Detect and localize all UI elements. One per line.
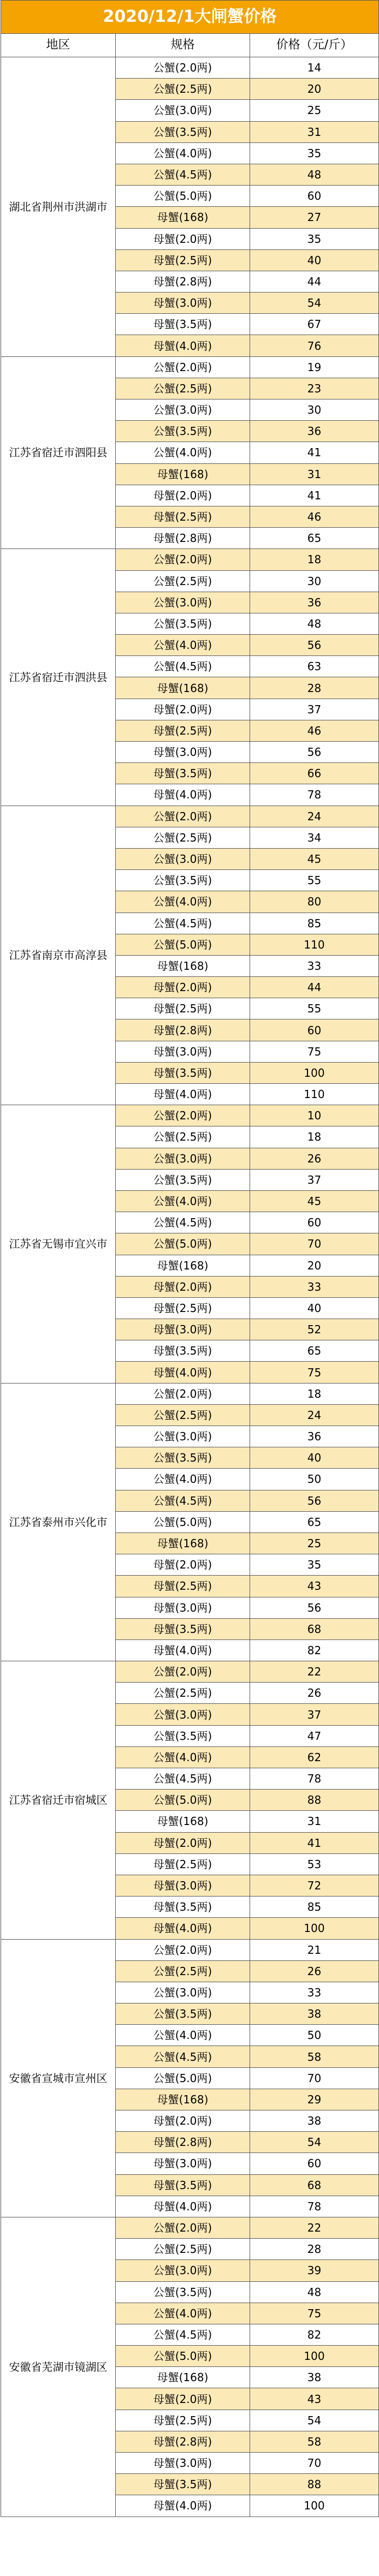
price-cell: 37 [250,1169,379,1190]
price-cell: 58 [250,2046,379,2067]
spec-cell: 公蟹(2.0两) [116,356,250,378]
spec-cell: 母蟹(3.5两) [116,1618,250,1639]
price-cell: 60 [250,1019,379,1041]
price-cell: 65 [250,1511,379,1533]
spec-cell: 母蟹(2.8两) [116,2431,250,2452]
spec-cell: 母蟹(4.0两) [116,1362,250,1383]
spec-cell: 公蟹(3.0两) [116,2260,250,2281]
spec-cell: 母蟹(168) [116,1533,250,1554]
spec-cell: 母蟹(3.0两) [116,742,250,763]
price-cell: 33 [250,1276,379,1297]
price-cell: 40 [250,249,379,271]
price-cell: 66 [250,763,379,784]
spec-cell: 公蟹(2.5两) [116,2239,250,2260]
price-cell: 50 [250,2025,379,2046]
region-cell: 江苏省南京市高淳县 [1,806,116,1105]
table-row [1,1939,379,1960]
spec-cell: 公蟹(2.5两) [116,570,250,592]
price-cell: 82 [250,2324,379,2345]
spec-cell: 公蟹(2.0两) [116,1383,250,1404]
price-cell: 48 [250,613,379,634]
spec-cell: 母蟹(2.5两) [116,1853,250,1875]
spec-cell: 公蟹(2.5两) [116,1126,250,1148]
price-table [1,0,379,2517]
spec-cell: 公蟹(4.0两) [116,635,250,656]
header-price: 价格（元/斤） [250,34,379,57]
price-cell: 30 [250,570,379,592]
price-cell: 78 [250,2196,379,2217]
spec-cell: 母蟹(168) [116,677,250,699]
spec-cell: 母蟹(2.5两) [116,1297,250,1319]
price-cell: 56 [250,635,379,656]
spec-cell: 公蟹(4.5两) [116,656,250,677]
spec-cell: 母蟹(2.0两) [116,2110,250,2132]
spec-cell: 母蟹(3.0两) [116,1041,250,1062]
spec-cell: 公蟹(4.0两) [116,891,250,913]
spec-cell: 母蟹(2.5两) [116,720,250,741]
spec-cell: 公蟹(4.0两) [116,1746,250,1768]
header-spec: 规格 [116,34,250,57]
spec-cell: 公蟹(3.5两) [116,1725,250,1746]
spec-cell: 母蟹(4.0两) [116,1084,250,1105]
spec-cell: 公蟹(3.0两) [116,399,250,421]
price-cell: 36 [250,1426,379,1447]
spec-cell: 公蟹(2.5两) [116,827,250,848]
price-cell: 33 [250,955,379,976]
spec-cell: 公蟹(2.0两) [116,1939,250,1960]
sheet-title: 2020/12/1大闸蟹价格 [1,1,379,34]
spec-cell: 公蟹(3.0两) [116,1148,250,1169]
spec-cell: 母蟹(4.0两) [116,2495,250,2517]
spec-cell: 母蟹(2.0两) [116,977,250,998]
spec-cell: 公蟹(3.5两) [116,121,250,142]
price-cell: 78 [250,784,379,806]
spec-cell: 母蟹(3.5两) [116,763,250,784]
spec-cell: 母蟹(3.5两) [116,2174,250,2196]
price-cell: 46 [250,506,379,527]
price-cell: 110 [250,934,379,955]
spec-cell: 公蟹(4.0两) [116,2025,250,2046]
price-cell: 35 [250,228,379,249]
price-cell: 28 [250,2239,379,2260]
spec-cell: 母蟹(168) [116,1255,250,1276]
spec-cell: 母蟹(168) [116,207,250,228]
price-cell: 39 [250,2260,379,2281]
spec-cell: 公蟹(2.5两) [116,378,250,399]
spec-cell: 母蟹(3.5两) [116,314,250,335]
price-cell: 36 [250,421,379,442]
spec-cell: 公蟹(5.0两) [116,186,250,207]
spec-cell: 公蟹(5.0两) [116,1233,250,1255]
spec-cell: 母蟹(3.0两) [116,2453,250,2474]
price-cell: 75 [250,2303,379,2324]
price-cell: 63 [250,656,379,677]
price-cell: 72 [250,1875,379,1896]
price-cell: 48 [250,164,379,185]
table-row [1,806,379,827]
price-cell: 19 [250,356,379,378]
spec-cell: 公蟹(4.0两) [116,1469,250,1490]
price-cell: 65 [250,528,379,549]
price-cell: 26 [250,1148,379,1169]
price-cell: 31 [250,463,379,485]
spec-cell: 公蟹(2.0两) [116,1661,250,1683]
price-cell: 88 [250,1790,379,1811]
price-cell: 33 [250,1982,379,2003]
spec-cell: 公蟹(2.5两) [116,79,250,100]
price-cell: 88 [250,2474,379,2495]
price-cell: 25 [250,100,379,121]
price-cell: 62 [250,1746,379,1768]
spec-cell: 母蟹(3.0两) [116,293,250,314]
price-cell: 35 [250,142,379,164]
price-cell: 45 [250,848,379,869]
spec-cell: 母蟹(3.5两) [116,2474,250,2495]
spec-cell: 母蟹(4.0两) [116,1639,250,1661]
spec-cell: 母蟹(3.5两) [116,1897,250,1918]
price-cell: 18 [250,549,379,570]
spec-cell: 母蟹(2.0两) [116,228,250,249]
spec-cell: 母蟹(168) [116,955,250,976]
spec-cell: 公蟹(3.0两) [116,592,250,613]
price-cell: 34 [250,827,379,848]
price-cell: 21 [250,1939,379,1960]
price-cell: 82 [250,1639,379,1661]
region-cell: 江苏省宿迁市宿城区 [1,1661,116,1939]
spec-cell: 母蟹(168) [116,2089,250,2110]
price-cell: 55 [250,870,379,891]
spec-cell: 母蟹(3.0两) [116,1875,250,1896]
spec-cell: 公蟹(2.0两) [116,806,250,827]
price-cell: 70 [250,1233,379,1255]
price-cell: 56 [250,1597,379,1618]
price-cell: 58 [250,2431,379,2452]
spec-cell: 母蟹(2.8两) [116,271,250,292]
spec-cell: 公蟹(4.5两) [116,164,250,185]
price-cell: 18 [250,1383,379,1404]
price-cell: 100 [250,2346,379,2367]
price-cell: 53 [250,1853,379,1875]
price-cell: 24 [250,1404,379,1426]
spec-cell: 公蟹(5.0两) [116,2346,250,2367]
price-cell: 24 [250,806,379,827]
price-cell: 76 [250,335,379,356]
price-cell: 41 [250,1832,379,1853]
spec-cell: 母蟹(2.5两) [116,998,250,1019]
spec-cell: 母蟹(2.0两) [116,2388,250,2410]
spec-cell: 母蟹(2.0两) [116,1832,250,1853]
spec-cell: 母蟹(2.5两) [116,249,250,271]
price-cell: 41 [250,442,379,463]
price-cell: 47 [250,1725,379,1746]
region-cell: 湖北省荆州市洪湖市 [1,57,116,357]
price-cell: 60 [250,1212,379,1233]
price-cell: 10 [250,1105,379,1126]
spec-cell: 母蟹(4.0两) [116,1918,250,1939]
spec-cell: 公蟹(2.5两) [116,1404,250,1426]
spec-cell: 公蟹(5.0两) [116,1790,250,1811]
price-cell: 68 [250,1618,379,1639]
price-cell: 43 [250,2388,379,2410]
price-cell: 27 [250,207,379,228]
spec-cell: 母蟹(2.0两) [116,485,250,506]
price-cell: 75 [250,1041,379,1062]
table-row [1,2217,379,2238]
price-cell: 75 [250,1362,379,1383]
spec-cell: 公蟹(4.5两) [116,1768,250,1790]
price-cell: 54 [250,293,379,314]
region-cell: 安徽省芜湖市镜湖区 [1,2217,116,2517]
header-region: 地区 [1,34,116,57]
price-cell: 25 [250,1533,379,1554]
spec-cell: 公蟹(4.0两) [116,2303,250,2324]
header-row [1,34,379,57]
spec-cell: 母蟹(2.5两) [116,1576,250,1597]
price-cell: 35 [250,1554,379,1576]
table-row [1,356,379,378]
price-cell: 38 [250,2110,379,2132]
price-cell: 56 [250,1490,379,1511]
spec-cell: 公蟹(3.0两) [116,848,250,869]
spec-cell: 母蟹(2.5两) [116,2410,250,2431]
price-cell: 37 [250,1704,379,1725]
spec-cell: 公蟹(4.0两) [116,1190,250,1212]
price-cell: 43 [250,1576,379,1597]
price-cell: 48 [250,2281,379,2303]
price-cell: 22 [250,1661,379,1683]
price-cell: 41 [250,485,379,506]
price-cell: 100 [250,1062,379,1083]
region-cell: 江苏省宿迁市泗阳县 [1,356,116,549]
spec-cell: 公蟹(5.0两) [116,2067,250,2089]
price-cell: 70 [250,2453,379,2474]
spec-cell: 公蟹(3.5两) [116,2003,250,2025]
price-cell: 100 [250,1918,379,1939]
price-cell: 18 [250,1126,379,1148]
price-cell: 36 [250,592,379,613]
spec-cell: 母蟹(4.0两) [116,335,250,356]
spec-cell: 公蟹(4.5两) [116,2324,250,2345]
price-cell: 44 [250,271,379,292]
spec-cell: 公蟹(4.5两) [116,1490,250,1511]
spec-cell: 公蟹(3.0两) [116,1982,250,2003]
price-cell: 46 [250,720,379,741]
spec-cell: 公蟹(4.5两) [116,1212,250,1233]
spec-cell: 公蟹(3.0两) [116,1426,250,1447]
spec-cell: 公蟹(3.5两) [116,421,250,442]
price-cell: 70 [250,2067,379,2089]
spec-cell: 母蟹(168) [116,463,250,485]
price-cell: 37 [250,699,379,720]
price-cell: 54 [250,2132,379,2153]
price-cell: 78 [250,1768,379,1790]
spec-cell: 公蟹(5.0两) [116,934,250,955]
spec-cell: 公蟹(3.5两) [116,2281,250,2303]
price-cell: 52 [250,1319,379,1340]
spec-cell: 公蟹(3.5两) [116,870,250,891]
price-cell: 60 [250,186,379,207]
spec-cell: 母蟹(2.5两) [116,506,250,527]
price-cell: 68 [250,2174,379,2196]
spec-cell: 母蟹(168) [116,1811,250,1832]
spec-cell: 母蟹(2.0两) [116,699,250,720]
table-row [1,1105,379,1126]
spec-cell: 公蟹(2.0两) [116,2217,250,2238]
spec-cell: 公蟹(4.5两) [116,2046,250,2067]
price-cell: 40 [250,1447,379,1469]
price-cell: 50 [250,1469,379,1490]
table-row [1,1383,379,1404]
spec-cell: 母蟹(3.0两) [116,1319,250,1340]
price-cell: 20 [250,79,379,100]
region-cell: 江苏省宿迁市泗洪县 [1,549,116,806]
price-cell: 20 [250,1255,379,1276]
price-cell: 56 [250,742,379,763]
price-cell: 54 [250,2410,379,2431]
spec-cell: 公蟹(2.5两) [116,1960,250,1982]
price-cell: 65 [250,1340,379,1362]
price-cell: 26 [250,1683,379,1704]
price-cell: 38 [250,2003,379,2025]
region-cell: 江苏省无锡市宜兴市 [1,1105,116,1383]
spec-cell: 公蟹(4.0两) [116,142,250,164]
spec-cell: 母蟹(3.5两) [116,1062,250,1083]
price-cell: 80 [250,891,379,913]
spec-cell: 母蟹(2.0两) [116,1554,250,1576]
price-cell: 38 [250,2367,379,2388]
price-cell: 100 [250,2495,379,2517]
spec-cell: 母蟹(2.8两) [116,528,250,549]
spec-cell: 公蟹(3.0两) [116,100,250,121]
spec-cell: 公蟹(2.0两) [116,1105,250,1126]
spec-cell: 母蟹(168) [116,2367,250,2388]
spec-cell: 母蟹(3.5两) [116,1340,250,1362]
spec-cell: 公蟹(3.5两) [116,1169,250,1190]
price-cell: 29 [250,2089,379,2110]
price-cell: 110 [250,1084,379,1105]
spec-cell: 公蟹(4.0两) [116,442,250,463]
spec-cell: 公蟹(3.0两) [116,1704,250,1725]
price-cell: 23 [250,378,379,399]
spec-cell: 公蟹(2.0两) [116,549,250,570]
price-cell: 44 [250,977,379,998]
price-cell: 30 [250,399,379,421]
spec-cell: 母蟹(3.0两) [116,1597,250,1618]
spec-cell: 公蟹(2.5两) [116,1683,250,1704]
spec-cell: 公蟹(3.5两) [116,613,250,634]
price-cell: 67 [250,314,379,335]
price-cell: 85 [250,1897,379,1918]
price-cell: 31 [250,121,379,142]
price-cell: 45 [250,1190,379,1212]
spec-cell: 公蟹(2.0两) [116,57,250,79]
table-row [1,57,379,79]
table-body [1,57,379,2517]
region-cell: 江苏省泰州市兴化市 [1,1383,116,1661]
price-cell: 85 [250,913,379,934]
price-cell: 22 [250,2217,379,2238]
price-cell: 26 [250,1960,379,1982]
price-cell: 31 [250,1811,379,1832]
spec-cell: 母蟹(4.0两) [116,784,250,806]
spec-cell: 公蟹(4.5两) [116,913,250,934]
spec-cell: 母蟹(4.0两) [116,2196,250,2217]
price-cell: 55 [250,998,379,1019]
spec-cell: 母蟹(3.0两) [116,2153,250,2174]
spec-cell: 公蟹(3.5两) [116,1447,250,1469]
price-cell: 28 [250,677,379,699]
spec-cell: 母蟹(2.8两) [116,2132,250,2153]
spec-cell: 母蟹(2.8两) [116,1019,250,1041]
price-cell: 14 [250,57,379,79]
price-cell: 60 [250,2153,379,2174]
title-row [1,1,379,34]
spec-cell: 公蟹(5.0两) [116,1511,250,1533]
region-cell: 安徽省宣城市宣州区 [1,1939,116,2217]
price-cell: 40 [250,1297,379,1319]
table-row [1,1661,379,1683]
table-row [1,549,379,570]
spec-cell: 母蟹(2.0两) [116,1276,250,1297]
